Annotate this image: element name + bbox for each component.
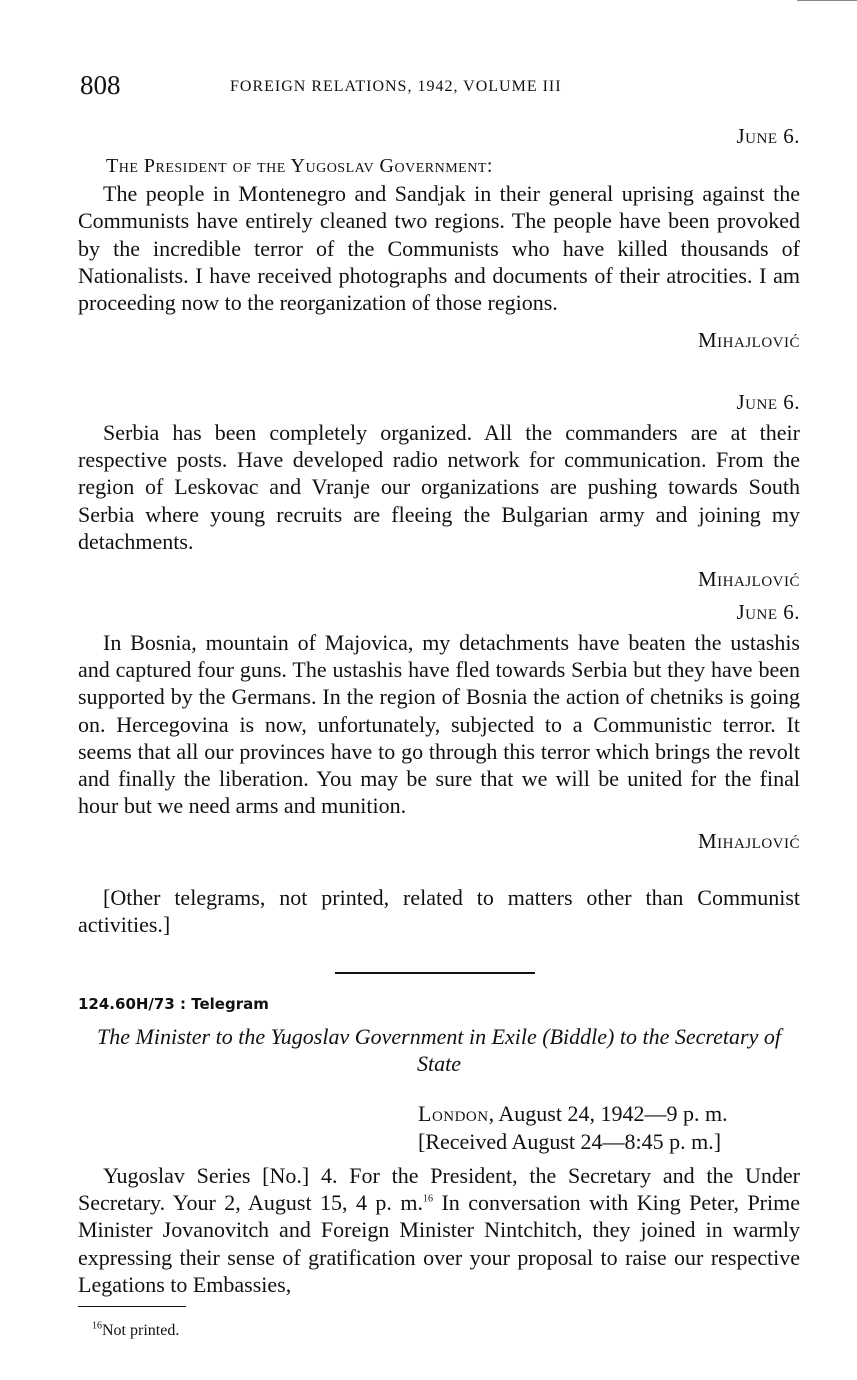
signature: Mihajlović <box>698 829 800 854</box>
page-number: 808 <box>80 70 121 100</box>
editorial-note <box>78 884 800 938</box>
telegram-2 <box>78 390 800 592</box>
footnote <box>78 1322 814 1340</box>
telegram-body: Serbia has been completely organized. All the commanders are at their respective posts. Have developed radio network for communication. From the region of Leskovac and Vranje our organizations are pushing towards South Serbia where young recruits are fleeing the Bulgarian army and joining my detachments. <box>78 420 800 554</box>
running-head <box>80 70 800 106</box>
document-heading <box>78 995 800 1077</box>
telegram-body: The people in Montenegro and Sandjak in their general uprising against the Communists have entirely cleaned two regions. The people have been provoked by the incredible terror of the Communists who have killed thousands of Nationalists. I have received photographs and documents of their atrocities. I am proceeding now to the reorganization of those regions. <box>78 181 800 316</box>
signature: Mihajlović <box>698 328 800 353</box>
document-title: The Minister to the Yugoslav Government in Exile (Biddle) to the Secretary of State <box>97 1024 781 1076</box>
body-part-1: Yugoslav Series [No.] 4. For the President, the Secretary and the Under Secretary. Your 2, August 15, 4 p. m. <box>78 1163 800 1216</box>
body-part-2: In conversation with King Peter, Prime Minister Jovanovitch and Foreign Minister Nintchitch, they joined in warmly expressing their sense of gratification over your proposal to raise our respective Legations to Embassies, <box>78 1190 800 1297</box>
received-line: [Received August 24—8:45 p. m.] <box>418 1129 722 1154</box>
document-body <box>78 1162 800 1298</box>
footnote-ref: 16 <box>423 1193 434 1205</box>
file-reference: 124.60H/73 : Telegram <box>78 995 269 1013</box>
addressee: The President of the Yugoslav Government: <box>106 155 493 177</box>
dateline: , August 24, 1942—9 p. m. <box>488 1101 728 1126</box>
telegram-3 <box>78 600 800 854</box>
page-corner-line <box>797 0 857 1</box>
telegram-date: June 6. <box>736 390 800 414</box>
dateline-block <box>78 1100 800 1156</box>
telegram-date: June 6. <box>736 600 800 624</box>
running-head-title: FOREIGN RELATIONS, 1942, VOLUME III <box>230 78 562 95</box>
telegram-1 <box>78 124 800 353</box>
footnote-rule <box>78 1306 186 1307</box>
footnote-marker: 16 <box>92 1320 102 1332</box>
footnote-text: Not printed. <box>102 1322 180 1339</box>
section-divider <box>335 972 535 974</box>
telegram-body: In Bosnia, mountain of Majovica, my detachments have beaten the ustashis and captured four guns. The ustashis have fled towards Serbia but they have been supported by the Germans. In the region of Bosnia the action of chetniks is going on. Hercegovina is now, unfortunately, subjected to a Communistic terror. It seems that all our provinces have to go through this terror which brings the revolt and finally the liberation. You may be sure that we will be united for the final hour but we need arms and munition. <box>78 630 800 819</box>
signature: Mihajlović <box>698 567 800 592</box>
telegram-date: June 6. <box>736 124 800 148</box>
dateline-place: London <box>418 1101 489 1126</box>
editorial-note-text: [Other telegrams, not printed, related to matters other than Communist activities.] <box>78 885 800 938</box>
